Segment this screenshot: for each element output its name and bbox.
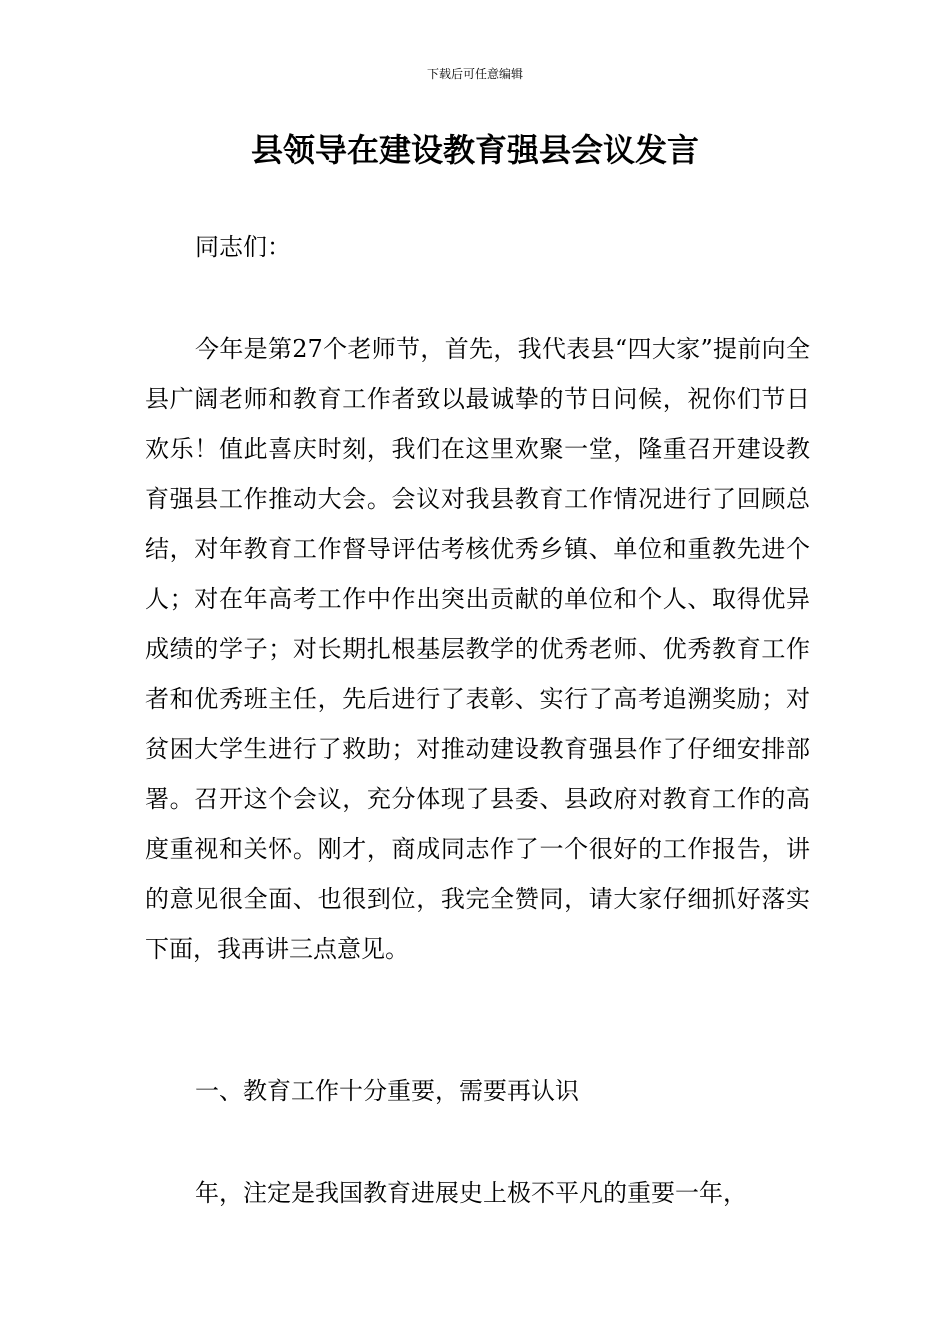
header-note: 下载后可任意编辑 — [426, 67, 523, 81]
salutation: 同志们： — [195, 233, 291, 261]
body-paragraph-2: 年，注定是我国教育进展史上极不平凡的重要一年， — [195, 1179, 747, 1207]
body-paragraph-1: 今年是第27个老师节，首先，我代表县“四大家”提前向全县广阔老师和教育工作者致以最诚挚的节日问候，祝你们节日欢乐！值此喜庆时刻，我们在这里欢聚一堂，隆重召开建设教育强县工作推动大会。会议对我县教育工作情况进行了回顾总结，对年教育工作督导评估考核优秀乡镇、单位和重教先进个人；对在年高考工作中作出突出贡献的单位和个人、取得优异成绩的学子；对长期扎根基层教学的优秀老师、优秀教育工作者和优秀班主任，先后进行了表彰、实行了高考追溯奖励；对贫困大学生进行了救助；对推动建设教育强县作了仔细安排部署。召开这个会议，充分体现了县委、县政府对教育工作的高度重视和关怀。刚才，商成同志作了一个很好的工作报告，讲的意见很全面、也很到位，我完全赞同，请大家仔细抓好落实下面，我再讲三点意见。 — [145, 335, 810, 963]
section-heading-1: 一、教育工作十分重要，需要再认识 — [195, 1077, 579, 1105]
document-title: 县领导在建设教育强县会议发言 — [250, 131, 699, 169]
